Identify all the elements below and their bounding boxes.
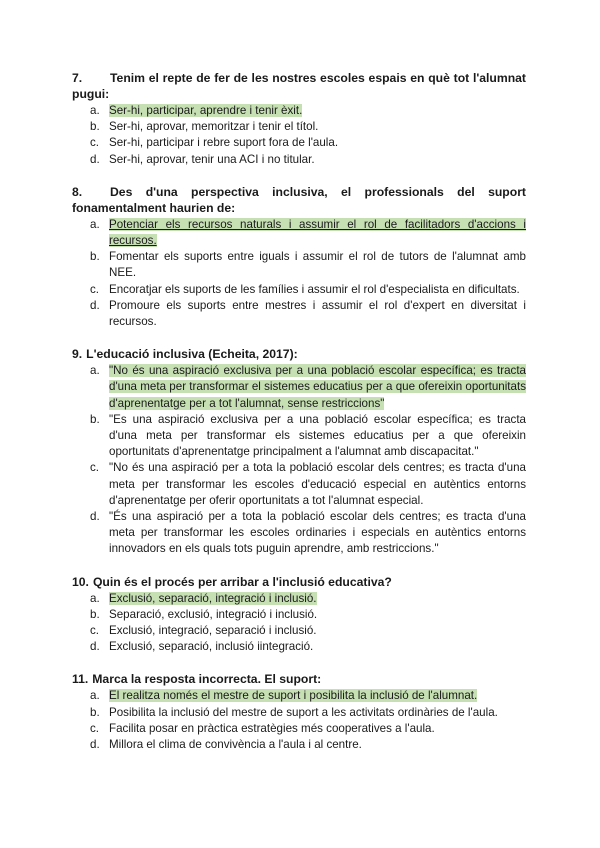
question-11 (72, 671, 526, 753)
question-10 (72, 574, 526, 656)
option-text: Fomentar els suports entre iguals i assumir el rol de tutors de l'alumnat amb NEE. (109, 250, 526, 280)
question-7 (72, 70, 526, 168)
correct-answer-highlight: El realitza només el mestre de suport i posibilita la inclusió de l'alumnat. (109, 689, 478, 703)
correct-answer-highlight: Potenciar els recursos naturals i assumir el rol de facilitadors d'accions i recursos. (109, 217, 526, 248)
option-letter: a. (90, 591, 100, 605)
option-text: Posibilita la inclusió del mestre de suport a les activitats ordinàries de l'aula. (109, 705, 498, 719)
option-text: Promoure els suports entre mestres i assumir el rol d'expert en diversitat i recursos. (109, 298, 526, 329)
option-letter: a. (90, 104, 100, 117)
option-letter: d. (90, 738, 100, 752)
option-text: "És una aspiració per a tota la població escolar dels centres; es tracta d'una meta per transformar les escoles ordinaries i especials en autèntics entorns innovadors en els quals tots puguin aprendre, amb restriccions." (109, 510, 526, 556)
option-a (72, 591, 526, 607)
option-letter: c. (90, 624, 100, 638)
option-c (72, 282, 526, 298)
option-d (72, 298, 526, 330)
question-number: 10. (72, 574, 89, 589)
option-text: Exclusió, integració, separació i inclusió. (109, 624, 317, 638)
option-b (72, 705, 526, 721)
question-text: Quin és el procés per arribar a l'inclusió educativa? (92, 574, 392, 589)
option-letter: c. (90, 721, 100, 735)
option-text: Ser-hi, participar i rebre suport fora de l'aula. (109, 136, 339, 150)
option-letter: a. (90, 217, 100, 231)
correct-answer-highlight: Exclusió, separació, integració i inclusió. (109, 591, 317, 605)
option-a (72, 688, 526, 704)
option-text: Ser-hi, aprovar, tenir una ACI i no titular. (109, 152, 315, 166)
option-c (72, 721, 526, 737)
question-text: Marca la resposta incorrecta. El suport: (92, 672, 322, 687)
option-d (72, 639, 526, 655)
question-number: 8. (72, 184, 83, 199)
question-9 (72, 346, 526, 557)
option-text: "No és una aspiració per a tota la població escolar dels centres; es tracta d'una meta per transformar les escoles d'educació especial en autèntics entorns d'aprenentatge per oferir oportunitats a tot l'alumnat especial. (109, 461, 526, 507)
question-text: Tenim el repte de fer de les nostres escoles espais en què tot l'alumnat pugui: (72, 71, 526, 101)
option-c (72, 460, 526, 509)
option-letter: d. (90, 510, 100, 524)
question-number: 11. (72, 672, 89, 687)
question-8 (72, 184, 526, 330)
question-number: 9. (72, 347, 83, 362)
option-letter: c. (90, 461, 100, 475)
option-letter: b. (90, 120, 100, 134)
option-text: Facilita posar en pràctica estratègies més cooperatives a l'aula. (109, 721, 435, 735)
option-b (72, 119, 526, 135)
option-text: Separació, exclusió, integració i inclusió. (109, 607, 318, 621)
option-a (72, 103, 526, 119)
question-number: 7. (72, 71, 83, 85)
option-b (72, 249, 526, 281)
options-list (72, 217, 526, 330)
option-letter: c. (90, 136, 100, 150)
option-letter: a. (90, 689, 100, 703)
option-letter: b. (90, 705, 100, 719)
question-text: L'educació inclusiva (Echeita, 2017): (86, 347, 298, 362)
question-title (72, 574, 526, 590)
options-list (72, 103, 526, 168)
options-list (72, 591, 526, 656)
correct-answer-highlight: "No és una aspiració exclusiva per a una població escolar específica; es tracta d'una meta per transformar el sistemes educatius per a que ofereixin oportunitats d'aprenentatge per a tot l'alumnat, sense restriccions" (109, 364, 526, 410)
question-title (72, 184, 526, 216)
option-letter: d. (90, 152, 100, 166)
question-title (72, 671, 526, 687)
option-c (72, 623, 526, 639)
options-list (72, 363, 526, 557)
option-letter: d. (90, 298, 100, 312)
question-title (72, 346, 526, 362)
option-letter: c. (90, 282, 100, 296)
option-d (72, 509, 526, 558)
option-d (72, 152, 526, 168)
question-title (72, 70, 526, 102)
question-text: Des d'una perspectiva inclusiva, el professionals del suport fonamentalment haurien de: (72, 184, 526, 215)
option-c (72, 135, 526, 151)
option-letter: d. (90, 640, 100, 654)
option-letter: b. (90, 250, 100, 264)
option-text: Encoratjar els suports de les famílies i assumir el rol d'especialista en dificultats. (109, 282, 520, 296)
option-text: Millora el clima de convivència a l'aula i al centre. (109, 738, 362, 752)
option-a (72, 217, 526, 249)
options-list (72, 688, 526, 753)
option-letter: b. (90, 412, 100, 426)
option-text: Ser-hi, aprovar, memoritzar i tenir el títol. (109, 120, 319, 134)
option-b (72, 412, 526, 461)
option-text: Exclusió, separació, inclusió iintegració. (109, 640, 314, 654)
option-text: "Es una aspiració exclusiva per a una població escolar específica; es tracta d'una meta per transformar els sistemes educatius per a que ofereixin oportunitats d'aprenentatge principalment a l'alumnat amb discapacitat." (109, 412, 526, 459)
option-letter: a. (90, 364, 100, 378)
option-d (72, 737, 526, 753)
option-a (72, 363, 526, 412)
option-letter: b. (90, 607, 100, 621)
correct-answer-highlight: Ser-hi, participar, aprendre i tenir èxit. (109, 104, 303, 117)
option-b (72, 607, 526, 623)
